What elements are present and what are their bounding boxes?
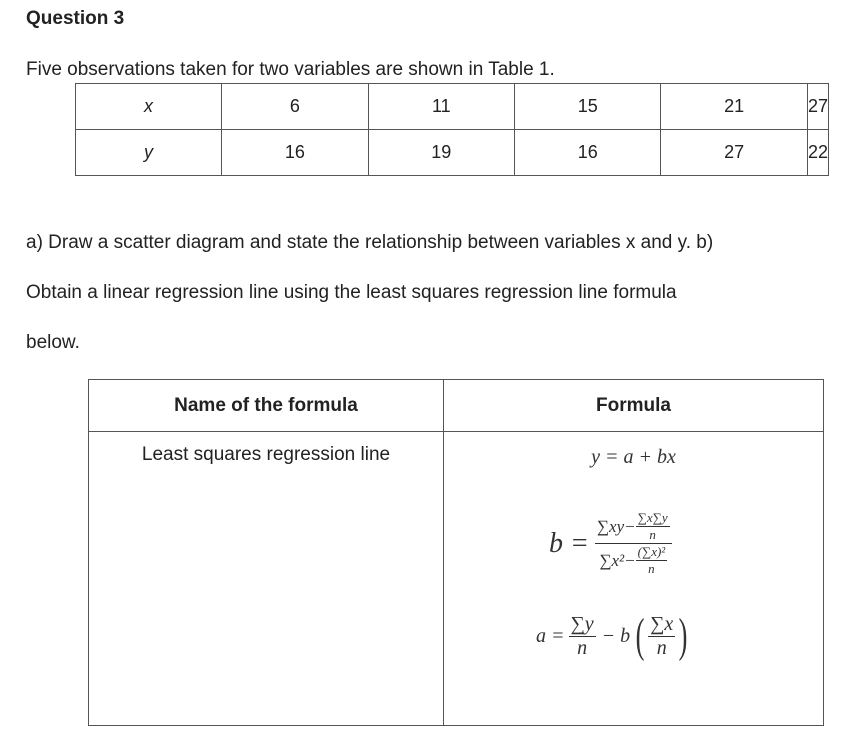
formula-table xyxy=(88,379,824,726)
formula-cell xyxy=(444,432,824,726)
y-value: 16 xyxy=(515,130,661,176)
regression-equation: y = a + bx xyxy=(591,446,676,468)
col-header-name: Name of the formula xyxy=(89,380,444,432)
b-fraction xyxy=(595,510,672,577)
b-num-main: ∑xy− xyxy=(596,516,636,536)
b-num-frac-num: ∑x∑y xyxy=(637,510,668,525)
x-value: 11 xyxy=(368,84,514,130)
x-row xyxy=(76,84,829,130)
b-den-frac-den: n xyxy=(648,561,655,576)
x-value: 27 xyxy=(807,84,828,130)
a-paren-fraction xyxy=(648,613,675,660)
y-row xyxy=(76,130,829,176)
x-value: 6 xyxy=(222,84,368,130)
instruction-line-3: below. xyxy=(26,332,80,353)
formula-name: Least squares regression line xyxy=(89,432,444,726)
a-frac-num: ∑y xyxy=(570,612,594,635)
y-value: 22 xyxy=(807,130,828,176)
col-header-formula: Formula xyxy=(444,380,824,432)
a-fraction xyxy=(569,613,596,660)
b-den-frac-num: (∑x)² xyxy=(637,544,666,559)
y-label: y xyxy=(76,130,222,176)
instruction-line-2: Obtain a linear regression line using the least squares regression line formula xyxy=(26,282,677,303)
b-den-main: ∑x²− xyxy=(599,550,636,570)
y-value: 27 xyxy=(661,130,807,176)
right-paren-icon: ) xyxy=(678,609,688,662)
instruction-line-1: a) Draw a scatter diagram and state the relationship between variables x and y. b) xyxy=(26,232,714,253)
y-value: 16 xyxy=(222,130,368,176)
a-minus-b: − b xyxy=(601,624,631,647)
y-value: 19 xyxy=(368,130,514,176)
intro-text: Five observations taken for two variables are shown in Table 1. xyxy=(26,59,555,80)
a-lhs: a = xyxy=(536,624,565,647)
left-paren-icon: ( xyxy=(635,609,645,662)
x-value: 15 xyxy=(515,84,661,130)
formula-table-header xyxy=(89,380,824,432)
a-formula xyxy=(536,609,691,662)
b-num-frac-den: n xyxy=(649,527,656,542)
x-label: x xyxy=(76,84,222,130)
x-value: 21 xyxy=(661,84,807,130)
a-frac-den: n xyxy=(577,636,588,659)
a-paren-num: ∑x xyxy=(650,612,674,635)
formula-row xyxy=(89,432,824,726)
observations-table xyxy=(75,83,829,176)
a-paren-den: n xyxy=(656,636,667,659)
b-formula xyxy=(549,510,672,577)
question-title: Question 3 xyxy=(26,8,125,29)
b-lhs: b = xyxy=(549,527,589,559)
